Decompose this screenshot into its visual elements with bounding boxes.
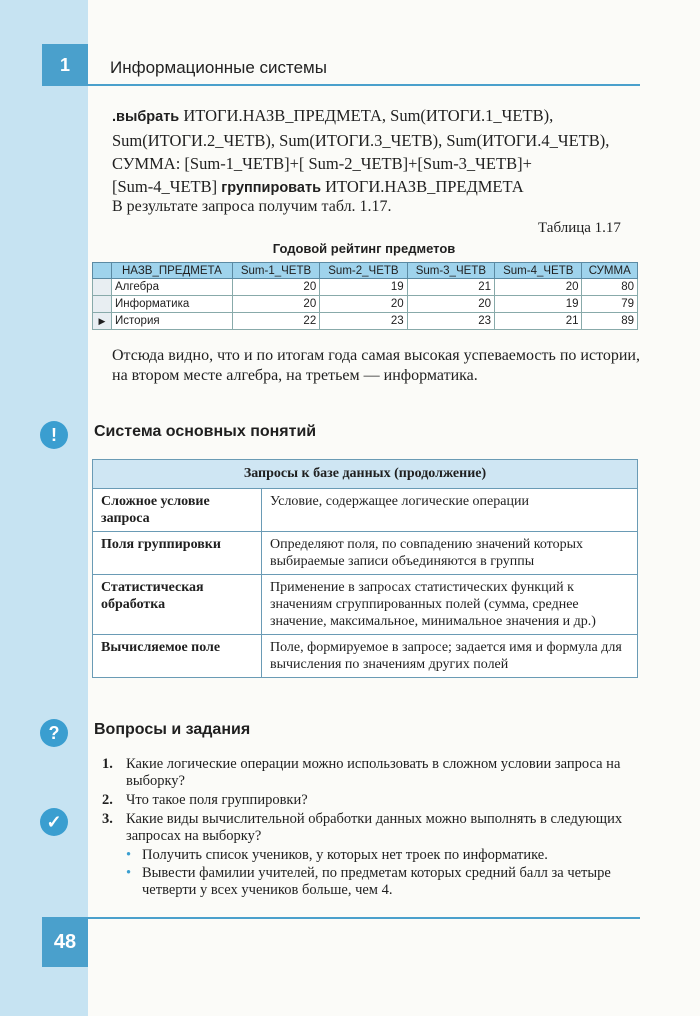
concept-term: Статистическая обработка [93,575,262,635]
table-caption: Таблица 1.17 [538,220,621,236]
table-cell[interactable]: 20 [232,279,319,296]
table-cell[interactable]: Алгебра [112,279,233,296]
task-bullet [102,865,640,899]
table-cell[interactable]: 21 [495,313,582,330]
question-text: Что такое поля группировки? [126,792,308,808]
code-line-2: Sum(ИТОГИ.2_ЧЕТВ), Sum(ИТОГИ.3_ЧЕТВ), Sum(ИТОГИ.4_ЧЕТВ), [112,131,610,150]
concept-definition: Поле, формируемое в запросе; задается имя и формула для вычисления по значениям других полей [262,635,638,678]
row-selector-header[interactable] [93,263,112,279]
concept-term: Поля группировки [93,532,262,575]
question-text: Какие виды вычислительной обработки данных можно выполнять в следующих запросах на выборку? [126,811,623,844]
concept-term: Сложное условие запроса [93,489,262,532]
table-cell[interactable]: 19 [495,296,582,313]
table-cell[interactable]: История [112,313,233,330]
footer-rule [88,917,640,919]
concept-definition: Применение в запросах статистических функций к значениям сгруппированных полей (сумма, среднее значение, максимальное, минимальное значения и др.) [262,575,638,635]
header-rule [88,84,640,86]
table-cell[interactable]: 23 [320,313,407,330]
question-number: 1. [102,756,113,772]
task-bullet [102,847,640,864]
chapter-title: Информационные системы [110,58,327,77]
table-cell[interactable]: 19 [320,279,407,296]
table-cell[interactable]: Информатика [112,296,233,313]
question-item [102,792,640,809]
bullet-icon: • [126,865,132,881]
checkmark-icon: ✓ [40,808,68,836]
table-row[interactable] [93,313,638,330]
concepts-section-title: Система основных понятий [94,423,317,440]
code-line-4-pre: [Sum-4_ЧЕТВ] [112,177,222,196]
concept-row [93,489,638,532]
result-text: В результате запроса получим табл. 1.17. [112,198,392,215]
table-title: Годовой рейтинг предметов [272,241,456,256]
table-cell[interactable]: 20 [232,296,319,313]
bullet-text: Вывести фамилии учителей, по предметам которых средний балл за четыре четверти у всех учеников больше, чем 4. [142,865,611,898]
question-item [102,811,640,845]
concept-definition: Определяют поля, по совпадению значений которых выбираемые записи объединяются в группы [262,532,638,575]
code-line-4-post: ИТОГИ.НАЗВ_ПРЕДМЕТА [320,177,524,196]
table-cell[interactable]: 20 [495,279,582,296]
question-number: 2. [102,792,113,808]
column-header[interactable]: Sum-1_ЧЕТВ [232,263,319,279]
column-header[interactable]: Sum-4_ЧЕТВ [495,263,582,279]
rating-table [92,262,638,330]
sidebar-band [0,0,88,1016]
column-header[interactable]: Sum-2_ЧЕТВ [320,263,407,279]
table-cell[interactable]: 80 [582,279,638,296]
code-keyword-group: группировать [221,180,321,196]
table-header-row [93,263,638,279]
conclusion-paragraph: Отсюда видно, что и по итогам года самая высокая успеваемость по истории, на втором месте алгебра, на третьем — информатика. [112,347,640,384]
table-cell[interactable]: 21 [407,279,494,296]
query-code [112,104,652,200]
table-cell[interactable]: 79 [582,296,638,313]
column-header[interactable]: СУММА [582,263,638,279]
exclamation-icon: ! [40,421,68,449]
table-cell[interactable]: 20 [320,296,407,313]
concepts-table-header: Запросы к базе данных (продолжение) [93,460,638,489]
concept-row [93,575,638,635]
table-cell[interactable]: 23 [407,313,494,330]
code-line-1: ИТОГИ.НАЗВ_ПРЕДМЕТА, Sum(ИТОГИ.1_ЧЕТВ), [179,106,554,125]
row-selector[interactable] [93,296,112,313]
table-cell[interactable]: 20 [407,296,494,313]
concept-row [93,532,638,575]
chapter-number: 1 [42,44,88,86]
questions-section-title: Вопросы и задания [94,721,251,738]
question-item [102,756,640,790]
column-header[interactable]: Sum-3_ЧЕТВ [407,263,494,279]
code-line-3: СУММА: [Sum-1_ЧЕТВ]+[ Sum-2_ЧЕТВ]+[Sum-3_ЧЕТВ]+ [112,154,532,173]
bullet-icon: • [126,847,132,863]
column-header[interactable]: НАЗВ_ПРЕДМЕТА [112,263,233,279]
row-selector[interactable] [93,279,112,296]
table-cell[interactable]: 89 [582,313,638,330]
question-number: 3. [102,811,113,827]
page-number: 48 [42,917,88,967]
code-keyword-select: .выбрать [112,109,180,125]
current-row-marker-icon[interactable]: ▶ [93,313,112,330]
table-row[interactable] [93,296,638,313]
concept-row [93,635,638,678]
concept-term: Вычисляемое поле [93,635,262,678]
concept-definition: Условие, содержащее логические операции [262,489,638,532]
question-text: Какие логические операции можно использовать в сложном условии запроса на выборку? [126,756,621,789]
bullet-text: Получить список учеников, у которых нет троек по информатике. [142,847,548,863]
question-icon: ? [40,719,68,747]
questions-list [102,756,640,899]
concepts-table [92,459,638,678]
table-row[interactable] [93,279,638,296]
table-cell[interactable]: 22 [232,313,319,330]
